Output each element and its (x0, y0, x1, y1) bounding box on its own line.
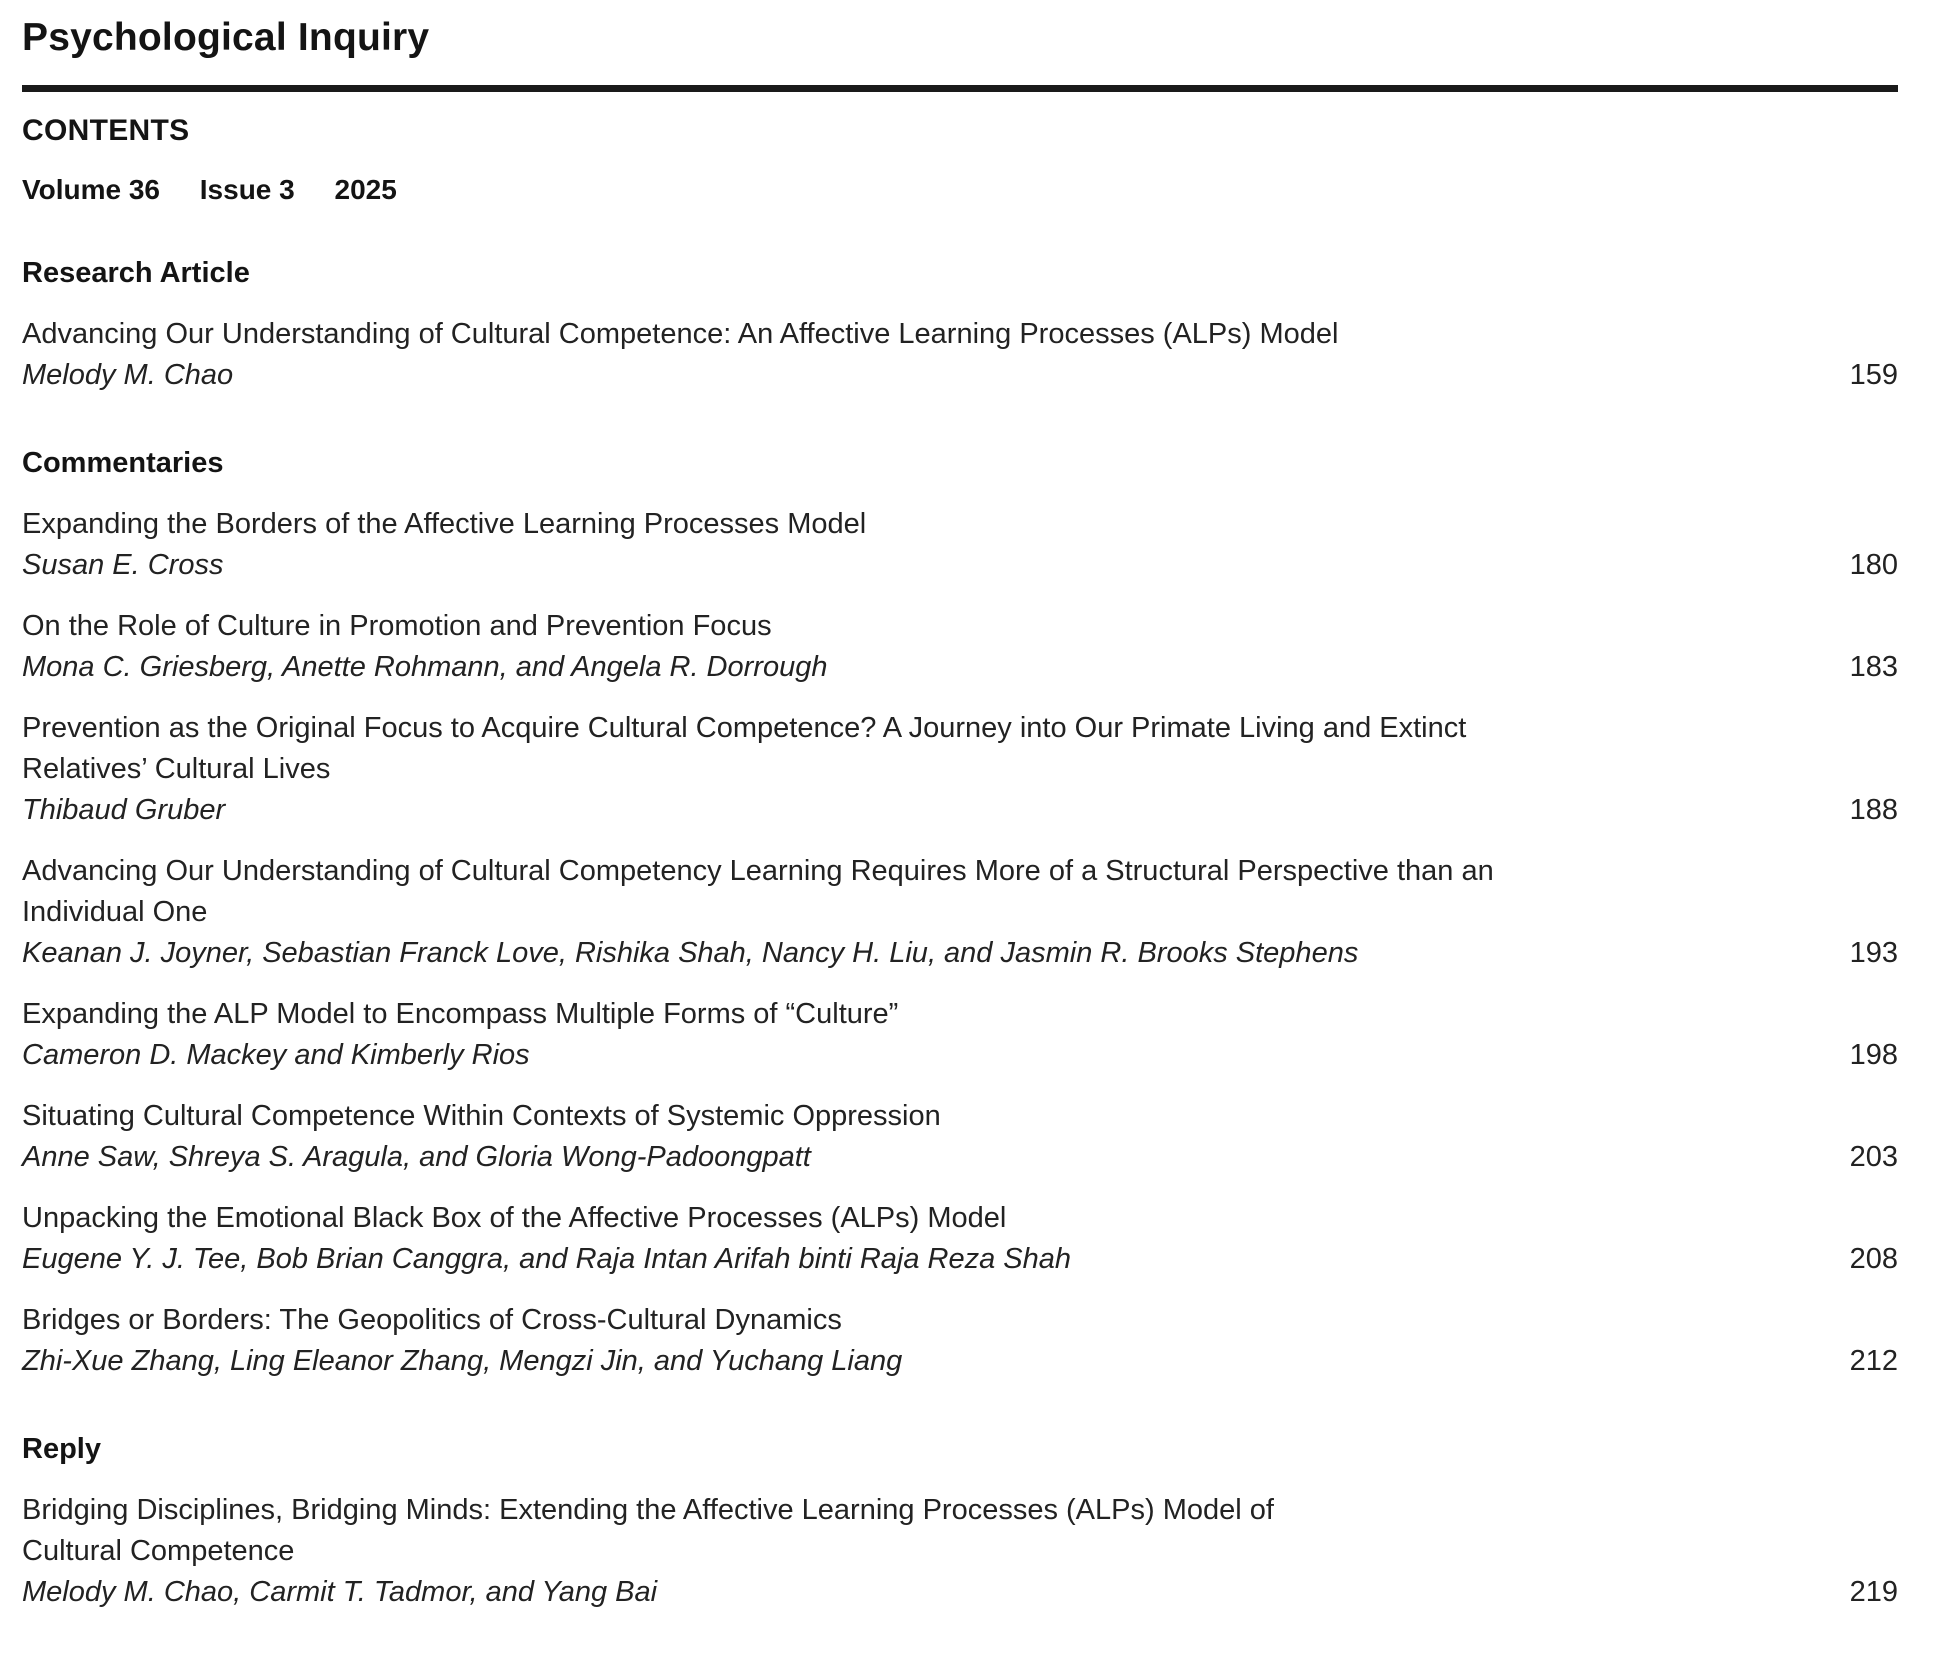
article-page-number: 212 (1849, 1344, 1898, 1377)
article-title-line: Relatives’ Cultural Lives (22, 752, 331, 785)
article-authors: Melody M. Chao (22, 358, 234, 391)
article-page-number: 180 (1849, 548, 1898, 581)
article-title-line: Situating Cultural Competence Within Contexts of Systemic Oppression (22, 1099, 941, 1132)
volume-issue-line (22, 174, 1898, 206)
article-title (22, 1198, 1682, 1239)
journal-title: Psychological Inquiry (22, 16, 430, 59)
toc-entry (22, 1490, 1898, 1613)
header-rule (22, 85, 1898, 92)
article-title (22, 1096, 1682, 1137)
section-heading: Research Article (22, 256, 250, 289)
toc-entry (22, 994, 1898, 1076)
article-page-number: 159 (1849, 358, 1898, 391)
article-authors: Thibaud Gruber (22, 793, 226, 826)
article-authors: Keanan J. Joyner, Sebastian Franck Love, Rishika Shah, Nancy H. Liu, and Jasmin R. Brooks Stephens (22, 936, 1359, 969)
contents-heading: CONTENTS (22, 113, 190, 147)
article-title (22, 994, 1682, 1035)
article-title-line: Advancing Our Understanding of Cultural Competency Learning Requires More of a Structural Perspective than an (22, 854, 1494, 887)
article-title-line: On the Role of Culture in Promotion and Prevention Focus (22, 609, 772, 642)
article-title-line: Bridging Disciplines, Bridging Minds: Extending the Affective Learning Processes (ALPs) Model of (22, 1493, 1274, 1526)
article-authors: Cameron D. Mackey and Kimberly Rios (22, 1038, 530, 1071)
article-authors: Mona C. Griesberg, Anette Rohmann, and Angela R. Dorrough (22, 650, 828, 683)
toc-sections (22, 253, 1898, 1613)
section-heading: Commentaries (22, 446, 224, 479)
entry-meta-row (22, 647, 1898, 688)
toc-entry (22, 504, 1898, 586)
toc-entry (22, 851, 1898, 974)
entry-meta-row (22, 1137, 1898, 1178)
toc-section (22, 443, 1898, 1382)
toc-entry (22, 708, 1898, 831)
toc-entry (22, 606, 1898, 688)
article-title-line: Prevention as the Original Focus to Acquire Cultural Competence? A Journey into Our Primate Living and Extinct (22, 711, 1467, 744)
article-title-line: Expanding the Borders of the Affective Learning Processes Model (22, 507, 867, 540)
article-title (22, 851, 1682, 933)
entry-meta-row (22, 933, 1898, 974)
article-title (22, 1300, 1682, 1341)
article-page-number: 193 (1849, 936, 1898, 969)
toc-entry (22, 1300, 1898, 1382)
article-page-number: 203 (1849, 1140, 1898, 1173)
article-authors: Susan E. Cross (22, 548, 224, 581)
entry-meta-row (22, 355, 1898, 396)
article-title (22, 314, 1682, 355)
article-title (22, 606, 1682, 647)
toc-entry (22, 1198, 1898, 1280)
article-title (22, 708, 1682, 790)
article-title-line: Cultural Competence (22, 1534, 295, 1567)
article-title-line: Advancing Our Understanding of Cultural Competence: An Affective Learning Processes (ALPs) Model (22, 317, 1339, 350)
volume-label: Volume 36 (22, 173, 160, 205)
year-label: 2025 (334, 173, 397, 205)
article-page-number: 188 (1849, 793, 1898, 826)
article-page-number: 219 (1849, 1575, 1898, 1608)
article-title-line: Unpacking the Emotional Black Box of the Affective Processes (ALPs) Model (22, 1201, 1007, 1234)
toc-entry (22, 1096, 1898, 1178)
entry-meta-row (22, 1572, 1898, 1613)
article-page-number: 208 (1849, 1242, 1898, 1275)
article-authors: Eugene Y. J. Tee, Bob Brian Canggra, and Raja Intan Arifah binti Raja Reza Shah (22, 1242, 1071, 1275)
article-title-line: Expanding the ALP Model to Encompass Multiple Forms of “Culture” (22, 997, 899, 1030)
entry-meta-row (22, 790, 1898, 831)
article-authors: Anne Saw, Shreya S. Aragula, and Gloria Wong-Padoongpatt (22, 1140, 811, 1173)
article-page-number: 198 (1849, 1038, 1898, 1071)
entry-meta-row (22, 1341, 1898, 1382)
entry-meta-row (22, 1239, 1898, 1280)
entry-meta-row (22, 545, 1898, 586)
entry-meta-row (22, 1035, 1898, 1076)
section-heading: Reply (22, 1432, 101, 1465)
toc-section (22, 253, 1898, 396)
toc-section (22, 1429, 1898, 1613)
article-title-line: Bridges or Borders: The Geopolitics of Cross-Cultural Dynamics (22, 1303, 842, 1336)
issue-label: Issue 3 (199, 173, 295, 205)
article-title-line: Individual One (22, 895, 208, 928)
article-authors: Zhi-Xue Zhang, Ling Eleanor Zhang, Mengzi Jin, and Yuchang Liang (22, 1344, 903, 1377)
toc-entry (22, 314, 1898, 396)
article-page-number: 183 (1849, 650, 1898, 683)
article-title (22, 504, 1682, 545)
article-authors: Melody M. Chao, Carmit T. Tadmor, and Yang Bai (22, 1575, 658, 1608)
article-title (22, 1490, 1682, 1572)
